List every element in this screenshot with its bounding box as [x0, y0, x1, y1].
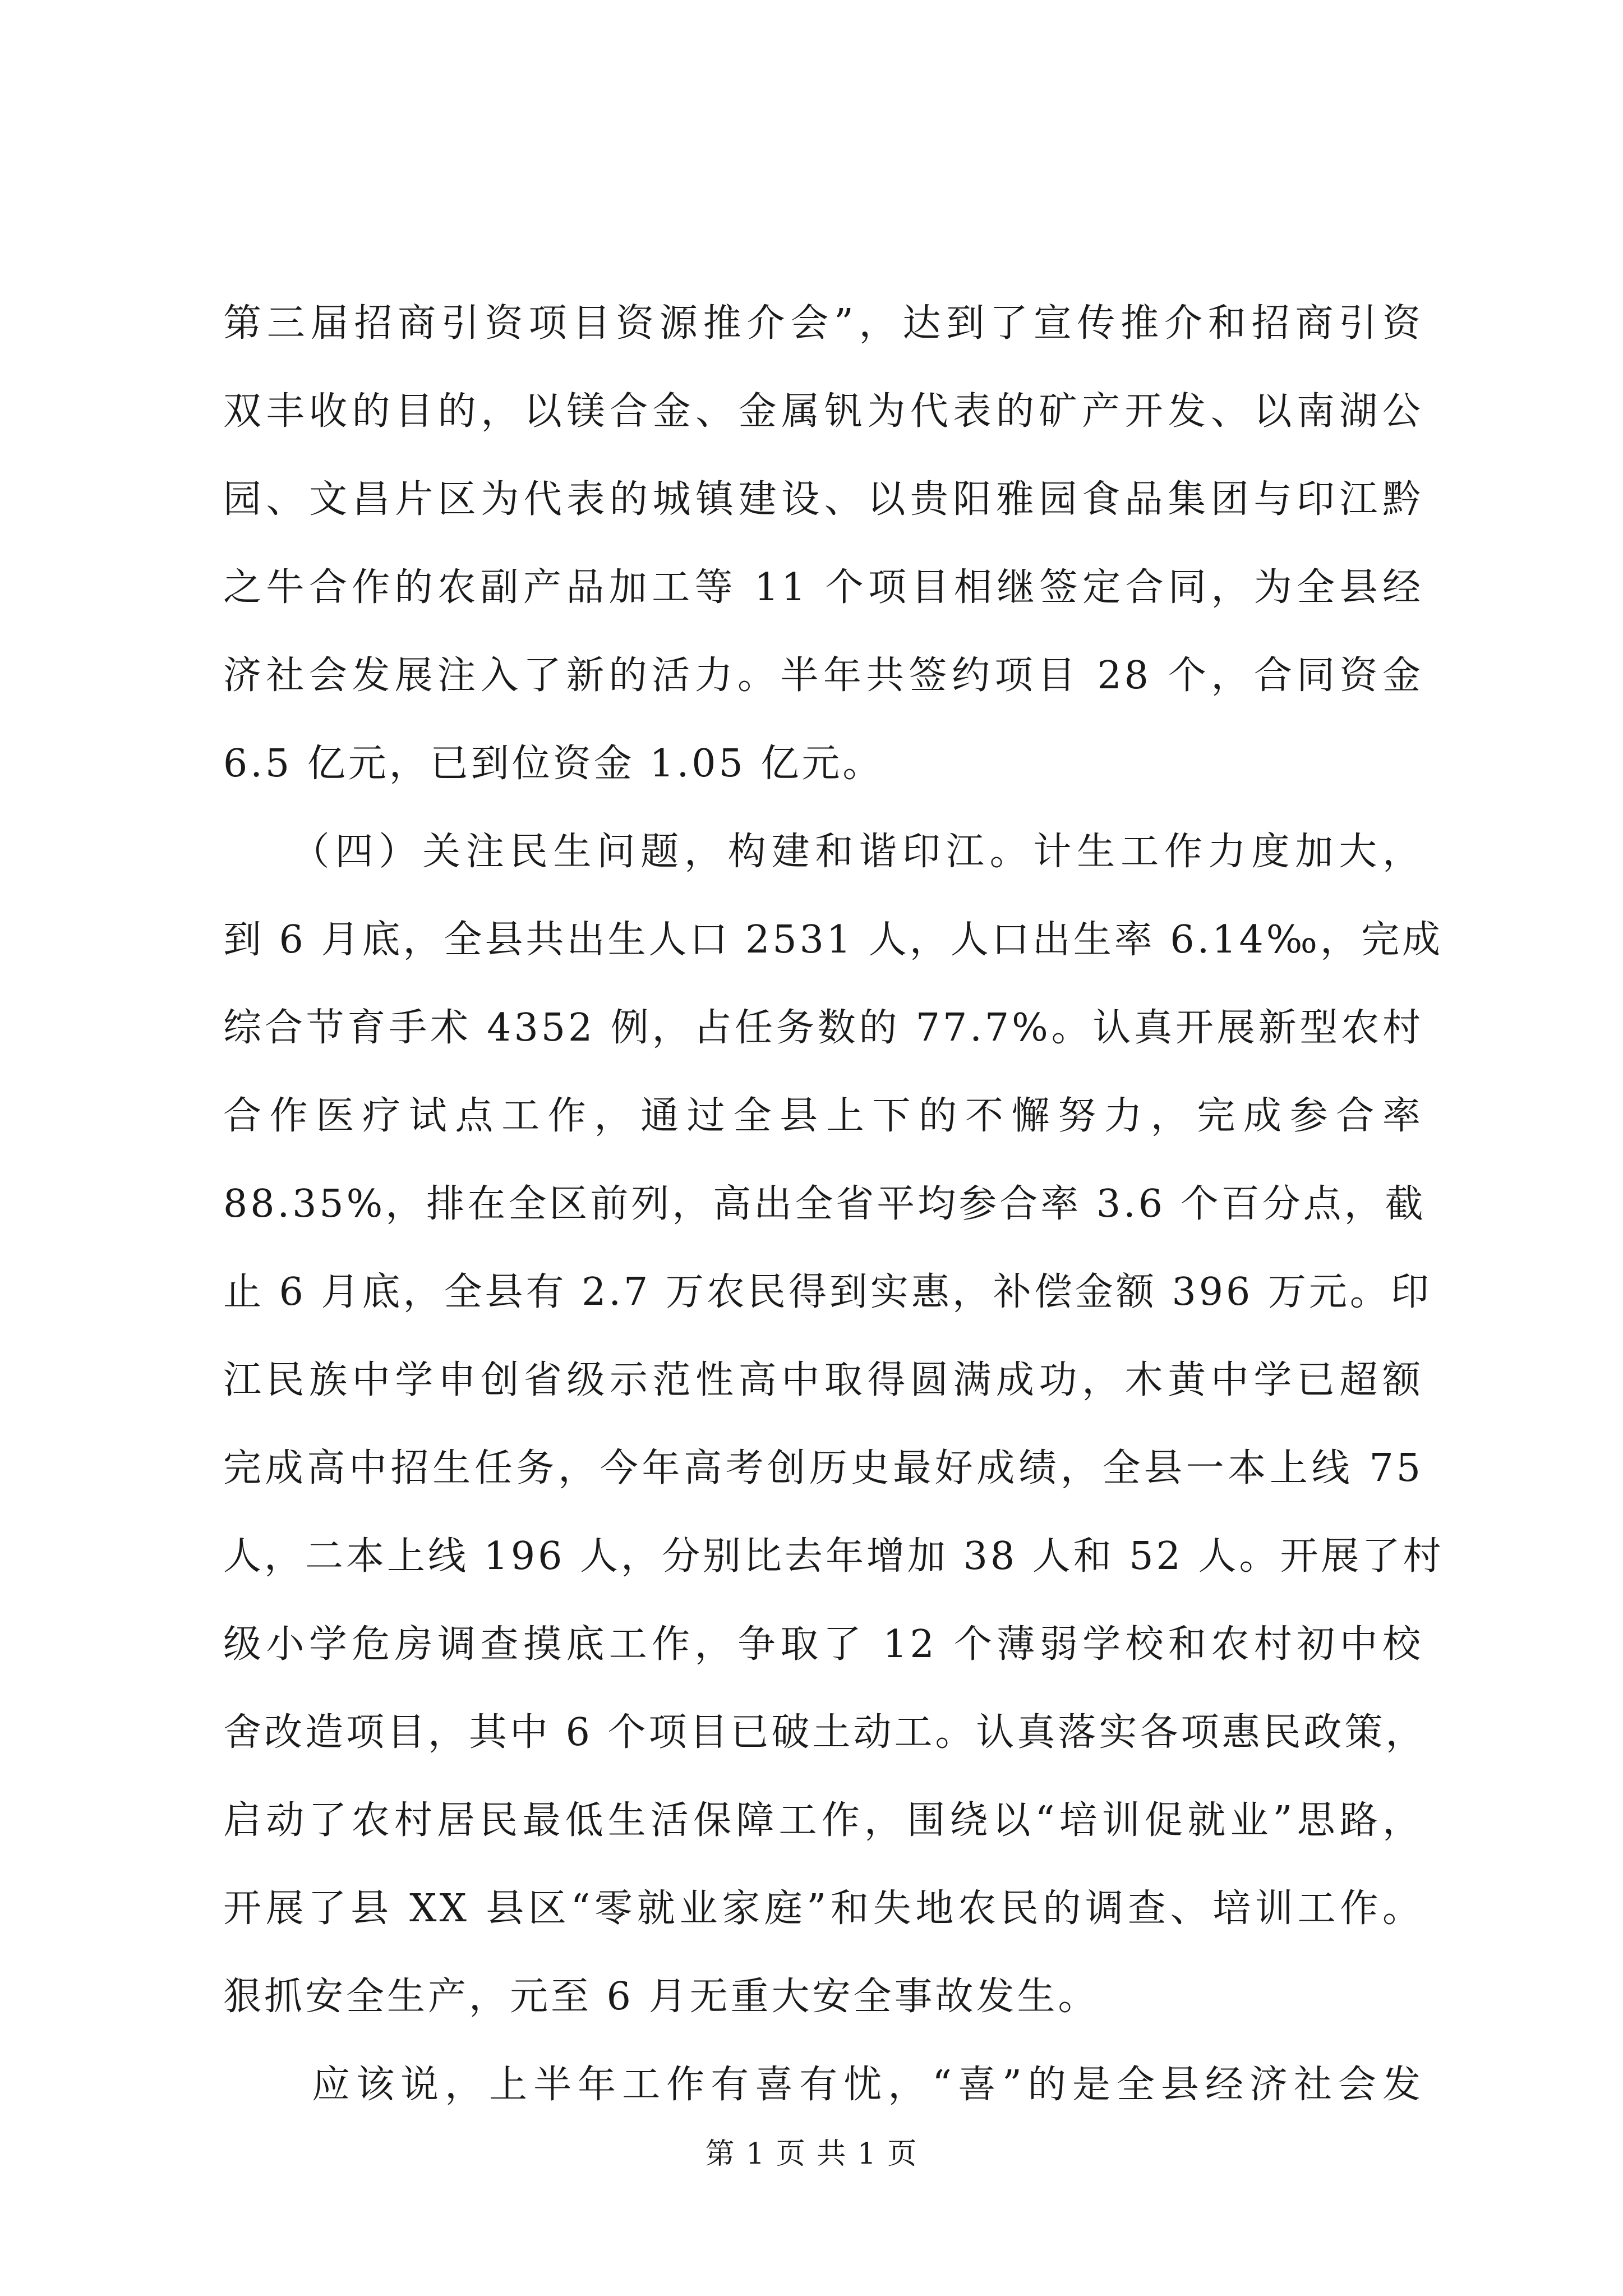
- text-line: 江民族中学申创省级示范性高中取得圆满成功，木黄中学已超额: [223, 1358, 1423, 1402]
- page-number-label: 第 1 页 共 1 页: [705, 2137, 918, 2171]
- text-line: 合作医疗试点工作，通过全县上下的不懈努力，完成参合率: [223, 1094, 1423, 1138]
- text-line: 第三届招商引资项目资源推介会”，达到了宣传推介和招商引资: [223, 301, 1423, 346]
- text-line: 应该说，上半年工作有喜有忧，“喜”的是全县经济社会发: [223, 2063, 1423, 2107]
- text-line: 到 6 月底，全县共出生人口 2531 人，人口出生率 6.14‰，完成: [223, 918, 1444, 962]
- document-body: [223, 279, 1444, 2129]
- text-line: 狠抓安全生产，元至 6 月无重大安全事故发生。: [223, 1975, 1099, 2019]
- text-line: （四）关注民生问题，构建和谐印江。计生工作力度加大，: [223, 830, 1423, 874]
- text-line: 启动了农村居民最低生活保障工作，围绕以“培训促就业”思路，: [223, 1798, 1423, 1843]
- text-line: 综合节育手术 4352 例，占任务数的 77.7%。认真开展新型农村: [223, 1006, 1423, 1050]
- text-line: 开展了县 XX 县区“零就业家庭”和失地农民的调查、培训工作。: [223, 1887, 1423, 1931]
- text-line: 之牛合作的农副产品加工等 11 个项目相继签定合同，为全县经: [223, 565, 1423, 610]
- text-line: 止 6 月底，全县有 2.7 万农民得到实惠，补偿金额 396 万元。印: [223, 1270, 1432, 1314]
- text-line: 舍改造项目，其中 6 个项目已破土动工。认真落实各项惠民政策，: [223, 1710, 1427, 1755]
- text-line: 6.5 亿元，已到位资金 1.05 亿元。: [223, 742, 884, 786]
- text-line: 人，二本上线 196 人，分别比去年增加 38 人和 52 人。开展了村: [223, 1534, 1444, 1579]
- text-line: 园、文昌片区为代表的城镇建设、以贵阳雅园食品集团与印江黔: [223, 477, 1423, 522]
- text-line: 级小学危房调查摸底工作，争取了 12 个薄弱学校和农村初中校: [223, 1622, 1423, 1667]
- text-line: 双丰收的目的，以镁合金、金属钒为代表的矿产开发、以南湖公: [223, 389, 1423, 434]
- text-line: 济社会发展注入了新的活力。半年共签约项目 28 个，合同资金: [223, 654, 1423, 698]
- text-line: 88.35%，排在全区前列，高出全省平均参合率 3.6 个百分点，截: [223, 1182, 1426, 1226]
- text-line: 完成高中招生任务，今年高考创历史最好成绩，全县一本上线 75: [223, 1446, 1423, 1490]
- page-footer: [0, 2132, 1623, 2177]
